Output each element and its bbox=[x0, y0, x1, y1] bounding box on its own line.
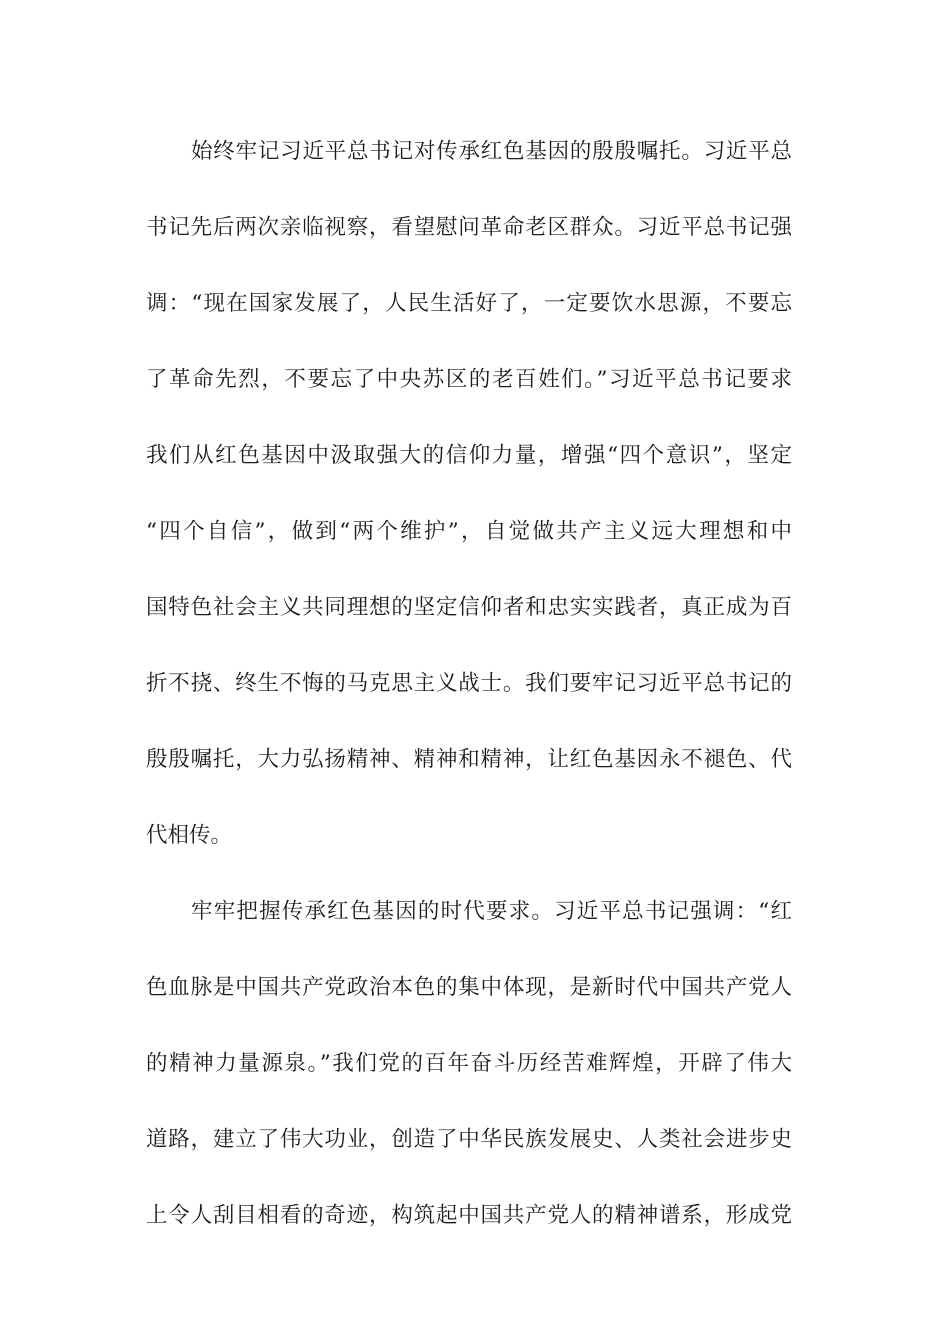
paragraph-1-line-5: 我们从红色基因中汲取强大的信仰力量，增强“四个意识”，坚定 bbox=[146, 443, 792, 468]
paragraph-1-line-6: “四个自信”，做到“两个维护”，自觉做共产主义远大理想和中 bbox=[146, 519, 792, 544]
paragraph-2-line-5: 上令人刮目相看的奇迹，构筑起中国共产党人的精神谱系，形成党 bbox=[146, 1203, 792, 1228]
document-body bbox=[146, 124, 792, 1264]
paragraph-1-line-1: 始终牢记习近平总书记对传承红色基因的殷殷嘱托。习近平总 bbox=[191, 139, 792, 164]
paragraph-1-line-8: 折不挠、终生不悔的马克思主义战士。我们要牢记习近平总书记的 bbox=[146, 671, 792, 696]
paragraph-1-line-4: 了革命先烈，不要忘了中央苏区的老百姓们。”习近平总书记要求 bbox=[146, 367, 792, 392]
paragraph-1-line-3: 调：“现在国家发展了，人民生活好了，一定要饮水思源，不要忘 bbox=[146, 291, 792, 316]
paragraph-2-line-3: 的精神力量源泉。”我们党的百年奋斗历经苦难辉煌，开辟了伟大 bbox=[146, 1051, 792, 1076]
paragraph-1-line-2: 书记先后两次亲临视察，看望慰问革命老区群众。习近平总书记强 bbox=[146, 215, 792, 240]
paragraph-2-line-1: 牢牢把握传承红色基因的时代要求。习近平总书记强调：“红 bbox=[191, 899, 792, 924]
paragraph-1-line-10: 代相传。 bbox=[146, 823, 233, 848]
paragraph-1-line-9: 殷殷嘱托，大力弘扬精神、精神和精神，让红色基因永不褪色、代 bbox=[146, 747, 792, 772]
paragraph-1-line-7: 国特色社会主义共同理想的坚定信仰者和忠实实践者，真正成为百 bbox=[146, 595, 792, 620]
paragraph-2-line-2: 色血脉是中国共产党政治本色的集中体现，是新时代中国共产党人 bbox=[146, 975, 792, 1000]
paragraph-2-line-4: 道路，建立了伟大功业，创造了中华民族发展史、人类社会进步史 bbox=[146, 1127, 792, 1152]
